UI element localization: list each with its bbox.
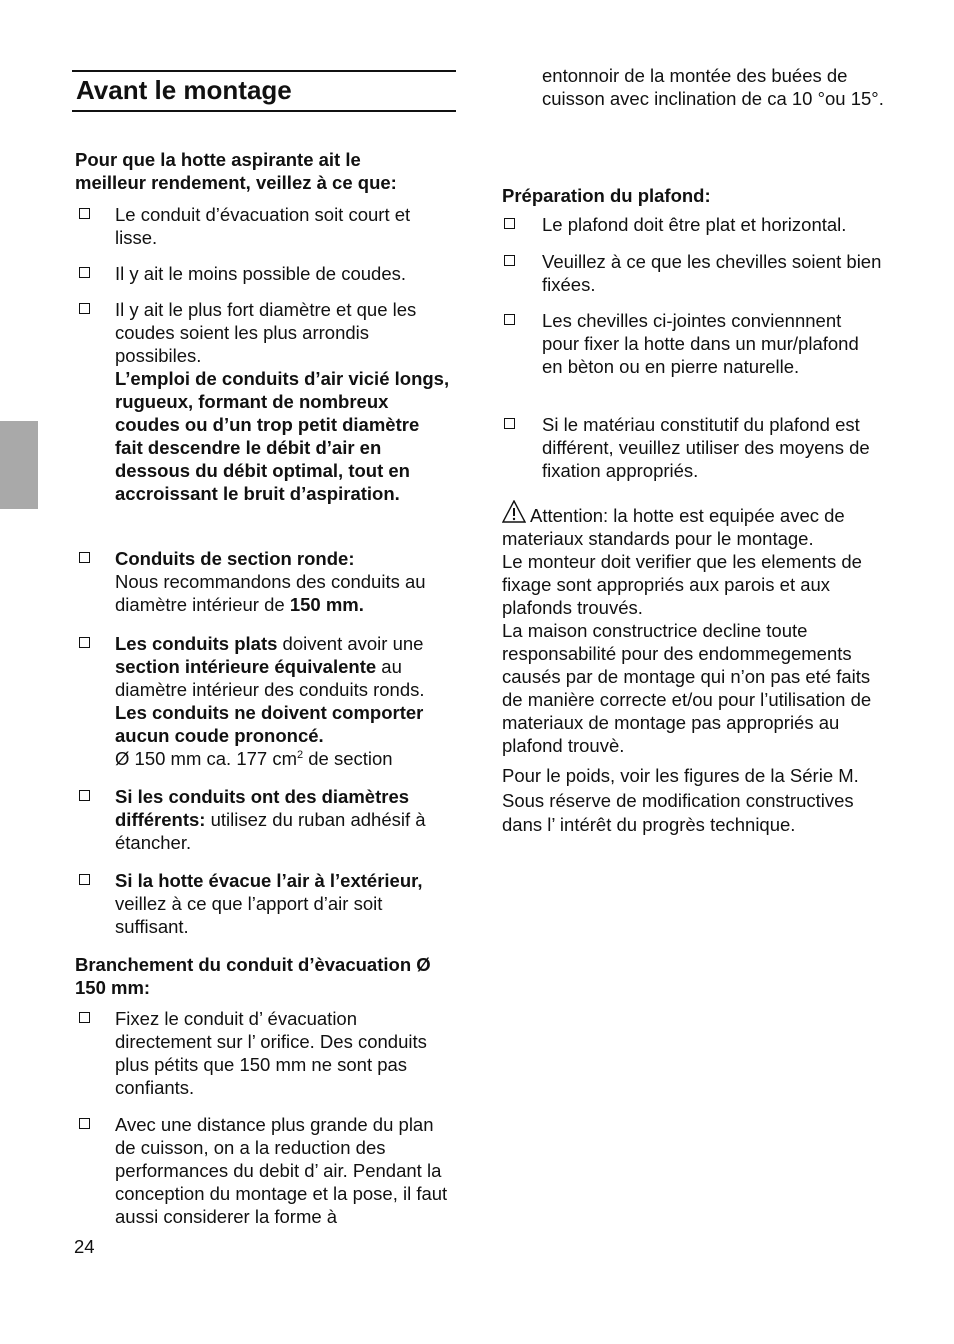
disclaimer-text: La maison constructrice decline toute responsabilité pour des endommegements causés par de montage qui n’on pas eté faits de manière correcte et/ou pour l’utilisation de materiaux de montage pas appropriés au plafond trouvè. <box>502 620 872 756</box>
item-bold-part: section intérieure équivalente <box>115 656 377 677</box>
item-text: veillez à ce que l’apport d’air soit suffisant. <box>115 893 383 937</box>
checkbox-icon <box>504 218 515 229</box>
weight-note: Pour le poids, voir les figures de la Série M. Sous réserve de modification constructives dans l’ intérêt du progrès technique. <box>502 765 859 835</box>
checkbox-icon <box>79 1012 90 1023</box>
warning-text: Le monteur doit verifier que les elements de fixage sont appropriés aux parois et aux plafonds trouvés. <box>502 551 862 618</box>
item-text <box>115 570 460 616</box>
checkbox-icon <box>504 314 515 325</box>
checkbox-icon <box>79 790 90 801</box>
item-text-part: Nous recommandons des conduits au diamètre intérieur de <box>115 571 426 615</box>
checkbox-icon <box>79 1118 90 1129</box>
measure-suffix: de section <box>303 748 393 769</box>
item-text: Veuillez à ce que les chevilles soient bien fixées. <box>542 251 882 295</box>
checkbox-icon <box>79 303 90 314</box>
item-body <box>115 632 460 770</box>
item-body <box>115 298 450 505</box>
measure-text: Ø 150 mm ca. 177 cm <box>115 748 297 769</box>
item-text: Fixez le conduit d’ évacuation directement sur l’ orifice. Des conduits plus pétits que 150 mm ne sont pas confiants. <box>115 1008 427 1098</box>
item-heading: Si la hotte évacue l’air à l’extérieur, <box>115 870 423 891</box>
page-title: Avant le montage <box>76 75 292 105</box>
item-text: Avec une distance plus grande du plan de cuisson, on a la reduction des performances du debit d’ air. Pendant la conception du montage et la pose, il faut aussi considerer la forme à <box>115 1114 448 1227</box>
checkbox-icon <box>79 267 90 278</box>
item-text <box>115 632 460 701</box>
item-text-part: utilisez du ruban adhésif à étancher. <box>115 809 426 853</box>
checkbox-icon <box>504 418 515 429</box>
title-rule <box>72 70 456 112</box>
item-text: Il y ait le plus fort diamètre et que les coudes soient les plus arrondis possibiles. <box>115 299 417 366</box>
item-text: Le plafond doit être plat et horizontal. <box>542 214 847 235</box>
item-text: Le conduit d’évacuation soit court et lisse. <box>115 204 411 248</box>
checkbox-icon <box>79 208 90 219</box>
warning-triangle-icon <box>502 500 526 524</box>
continued-text: entonnoir de la montée des buées de cuisson avec inclination de ca 10 °ou 15°. <box>542 65 884 109</box>
item-bold-part: Si les conduits ont des diamètres différents: <box>115 786 410 830</box>
item-text: Si le matériau constitutif du plafond est différent, veuillez utiliser des moyens de fixation appropriés. <box>542 414 870 481</box>
section-heading: Branchement du conduit d’èvacuation Ø 150 mm: <box>75 954 431 998</box>
checkbox-icon <box>504 255 515 266</box>
checkbox-icon <box>79 637 90 648</box>
section-measure <box>115 747 460 770</box>
item-body <box>115 785 455 854</box>
warning-block <box>502 500 887 757</box>
warning-text: Attention: la hotte est equipée avec de materiaux standards pour le montage. <box>502 505 845 549</box>
section-heading: Préparation du plafond: <box>502 185 711 206</box>
item-text: Les chevilles ci-jointes conviennnent pour fixer la hotte dans un mur/plafond en bèton ou en pierre naturelle. <box>542 310 859 377</box>
item-body <box>115 547 460 616</box>
item-text-part: au diamètre intérieur des conduits ronds. <box>115 656 425 700</box>
page-number: 24 <box>74 1236 95 1257</box>
item-warning-text: L’emploi de conduits d’air vicié longs, rugueux, formant de nombreux coudes ou d’un trop petit diamètre fait descendre le débit d’air en dessous du débit optimal, tout en accroissant le bruit d’aspiration. <box>115 368 450 504</box>
diameter-value: 150 mm. <box>289 594 364 615</box>
superscript: 2 <box>296 748 304 761</box>
warning-line <box>502 500 887 550</box>
item-heading: Conduits de section ronde: <box>115 548 355 569</box>
item-text-part: doivent avoir une <box>277 633 424 654</box>
item-text: Il y ait le moins possible de coudes. <box>115 263 407 284</box>
checkbox-icon <box>79 874 90 885</box>
checkbox-icon <box>79 552 90 563</box>
item-bold-part: Les conduits plats <box>115 633 278 654</box>
intro-heading: Pour que la hotte aspirante ait le meilleur rendement, veillez à ce que: <box>75 149 397 193</box>
item-body <box>115 869 455 938</box>
chapter-tab <box>0 421 38 509</box>
item-warning-text: Les conduits ne doivent comporter aucun coude prononcé. <box>115 702 424 746</box>
